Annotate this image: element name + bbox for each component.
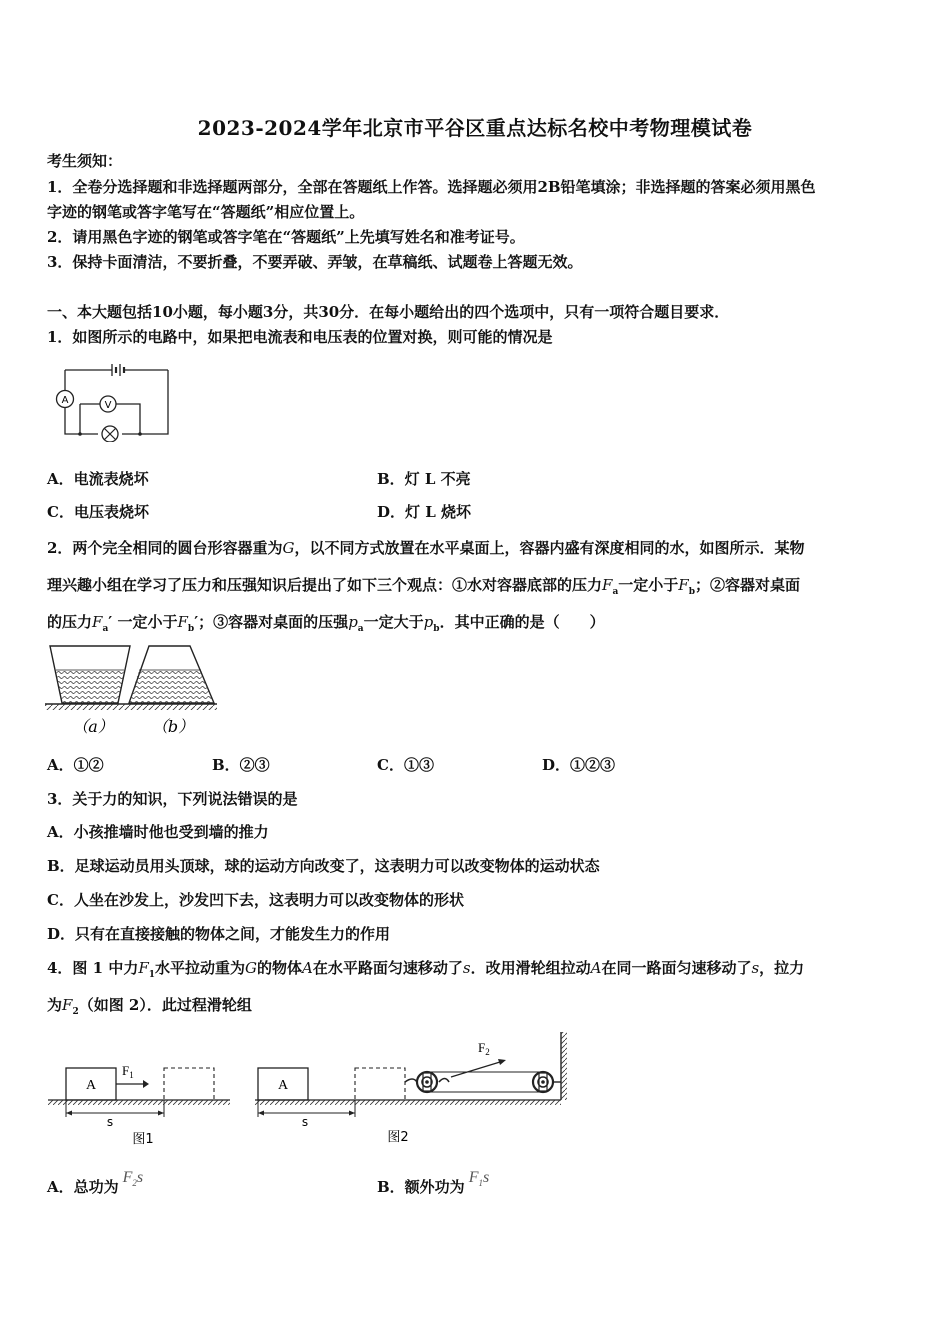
notice-heading: 考生须知： — [47, 152, 123, 170]
q1-option-d[interactable]: D．灯 L 烧坏 — [377, 503, 471, 521]
lamp-icon — [102, 426, 118, 442]
q2-containers-figure — [45, 640, 220, 740]
fixed-pulley-icon — [533, 1072, 561, 1092]
q2-option-a[interactable]: A．①② — [47, 756, 104, 774]
notice-item: 3．保持卡面清洁，不要折叠，不要弄破、弄皱，在草稿纸、试题卷上答题无效。 — [47, 253, 583, 271]
notice-item: 1．全卷分选择题和非选择题两部分，全部在答题纸上作答。选择题必须用2B铅笔填涂；非选择题的答案必须用黑色 — [47, 178, 816, 196]
block-a-label: A — [85, 1078, 97, 1093]
question-3-stem: 3．关于力的知识，下列说法错误的是 — [47, 790, 298, 808]
container-b-label: （b） — [151, 717, 195, 736]
q2-option-b[interactable]: B．②③ — [212, 756, 270, 774]
force-label: $F_1$ — [122, 1063, 134, 1080]
q3-option-d[interactable]: D．只有在直接接触的物体之间，才能发生力的作用 — [47, 925, 391, 943]
voltmeter-label: V — [104, 400, 112, 411]
q1-option-b[interactable]: B．灯 L 不亮 — [377, 470, 471, 488]
q1-circuit-figure — [50, 362, 175, 442]
figure-1-caption: 图1 — [132, 1132, 154, 1147]
page-title: 2023-2024学年北京市平谷区重点达标名校中考物理模试卷 — [197, 116, 753, 140]
q4-figure-2 — [255, 1030, 575, 1150]
block-a-label: A — [277, 1078, 289, 1093]
q3-option-c[interactable]: C．人坐在沙发上，沙发凹下去，这表明力可以改变物体的形状 — [47, 891, 464, 909]
question-2-line-2: 理兴趣小组在学习了压力和压强知识后提出了如下三个观点：①水对容器底部的压力$F_a$一定小于$F_b$；②容器对桌面 — [47, 576, 801, 597]
q3-option-a[interactable]: A．小孩推墙时他也受到墙的推力 — [47, 823, 269, 841]
q3-option-b[interactable]: B．足球运动员用头顶球，球的运动方向改变了，这表明力可以改变物体的运动状态 — [47, 857, 600, 875]
q4-option-a[interactable]: A．总功为$F_2s$ — [47, 1169, 144, 1196]
q4-figure-1 — [48, 1055, 233, 1150]
block-a-final-position — [164, 1068, 214, 1100]
container-a — [50, 646, 130, 703]
notice-item: 字迹的钢笔或答字笔写在“答题纸”相应位置上。 — [47, 203, 365, 221]
question-4-line-1: 4．图 1 中力$F_1$水平拉动重为G的物体A在水平路面匀速移动了s．改用滑轮组拉动A在同一路面匀速移动了s，拉力 — [47, 959, 805, 980]
distance-label: s — [301, 1115, 309, 1129]
question-4-line-2: 为$F_2$（如图 2）．此过程滑轮组 — [47, 996, 252, 1017]
q2-option-c[interactable]: C．①③ — [377, 756, 434, 774]
q1-option-c[interactable]: C．电压表烧坏 — [47, 503, 149, 521]
question-2-line-3: 的压力$F_a'$ 一定小于$F_b'$；③容器对桌面的压强$p_a$一定大于$p_b$．其中正确的是（ ） — [47, 613, 605, 634]
force-label: $F_2$ — [478, 1040, 490, 1057]
arrow-icon — [143, 1080, 149, 1088]
distance-label: s — [106, 1115, 114, 1129]
section-heading: 一、本大题包括10小题，每小题3分，共30分．在每小题给出的四个选项中，只有一项符合题目要求． — [47, 303, 730, 321]
ammeter-label: A — [61, 395, 69, 406]
q4-option-b[interactable]: B．额外功为$F_1s$ — [377, 1169, 490, 1196]
notice-item: 2．请用黑色字迹的钢笔或答字笔在“答题纸”上先填写姓名和准考证号。 — [47, 228, 525, 246]
q1-option-a[interactable]: A．电流表烧坏 — [47, 470, 149, 488]
container-a-label: （a） — [72, 717, 114, 736]
question-2-line-1: 2．两个完全相同的圆台形容器重为G，以不同方式放置在水平桌面上，容器内盛有深度相同的水，如图所示．某物 — [47, 539, 805, 557]
arrow-icon — [498, 1059, 506, 1065]
figure-2-caption: 图2 — [387, 1130, 409, 1145]
q2-option-d[interactable]: D．①②③ — [542, 756, 616, 774]
question-1-stem: 1．如图所示的电路中，如果把电流表和电压表的位置对换，则可能的情况是 — [47, 328, 553, 346]
block-a-final-position — [355, 1068, 405, 1100]
movable-pulley-icon — [417, 1072, 437, 1092]
container-b — [129, 646, 214, 703]
